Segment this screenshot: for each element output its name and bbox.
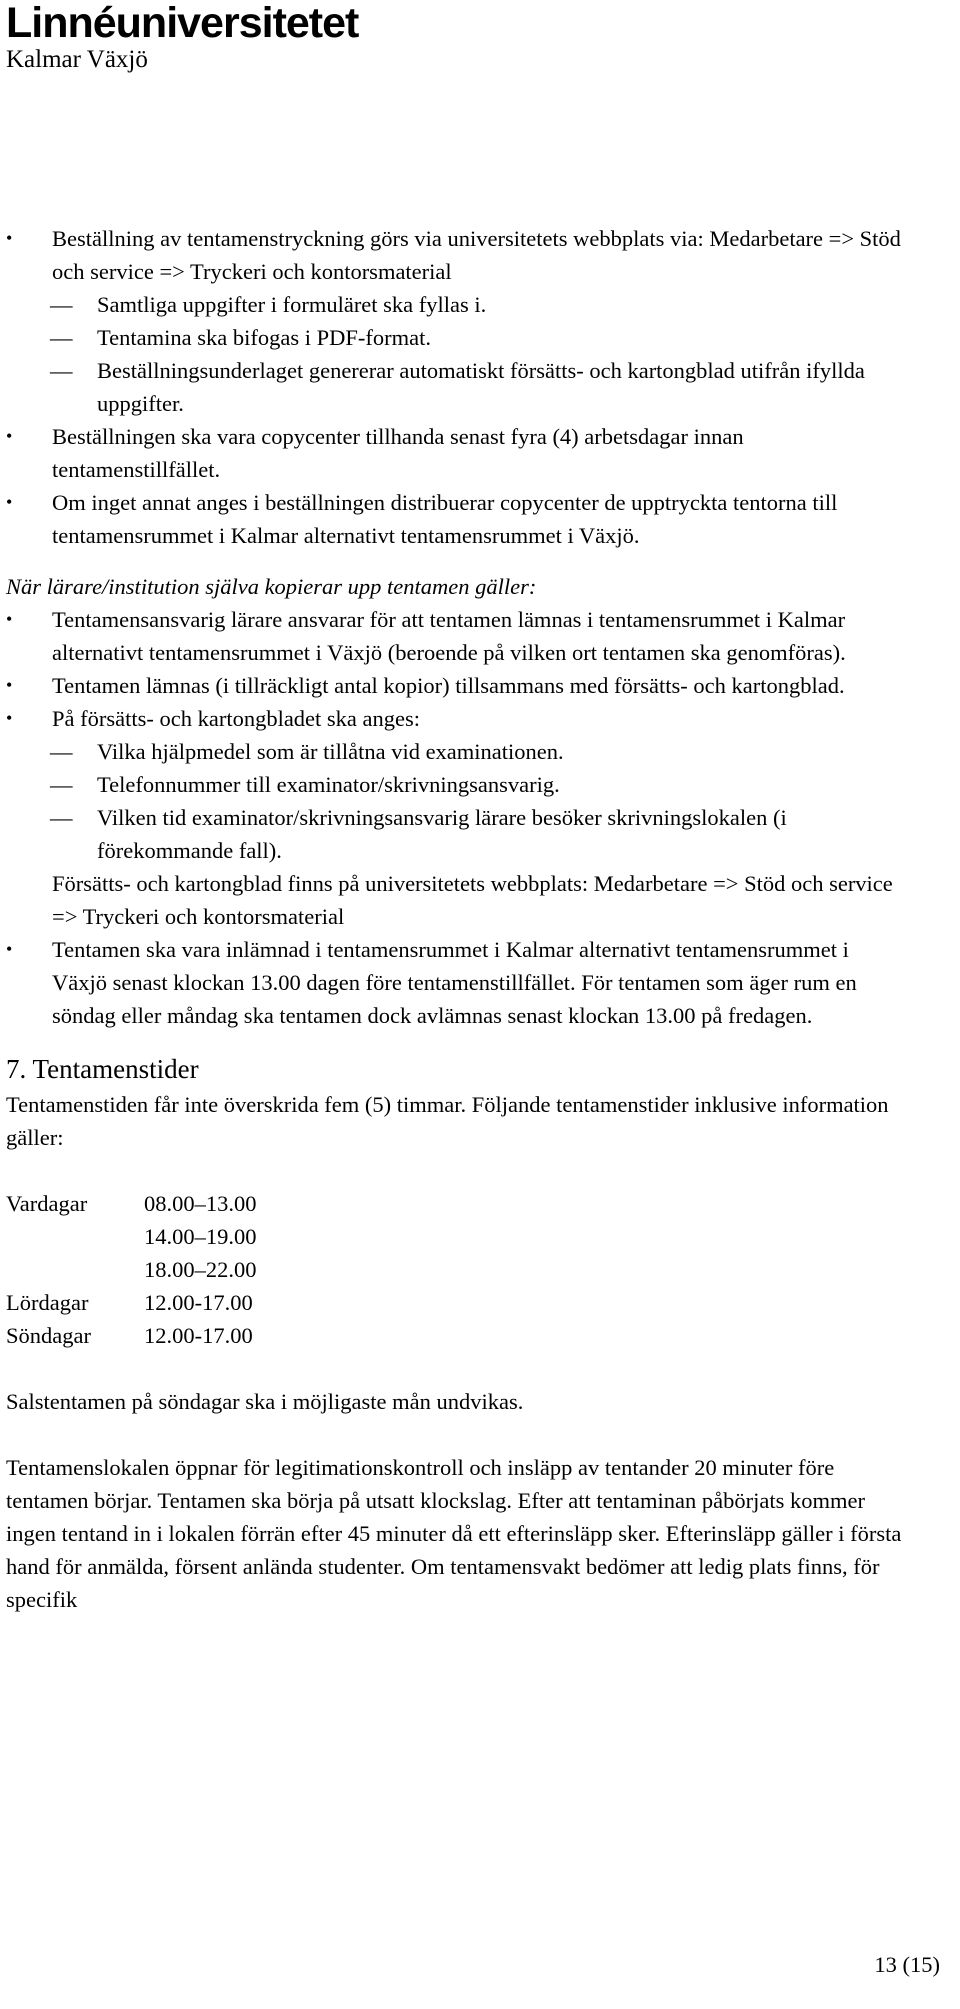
dash-item: [6, 321, 906, 354]
dash-text: Beställningsunderlaget genererar automatiskt försätts- och kartongblad utifrån ifyllda uppgifter.: [97, 358, 865, 416]
dash-item: [6, 288, 906, 321]
time-cell: 14.00–19.00: [144, 1224, 257, 1249]
bullet-text: Beställning av tentamenstryckning görs via universitetets webbplats via: Medarbetare => Stöd och service => Tryckeri och kontorsmaterial: [52, 226, 901, 284]
bullet-icon: •: [6, 939, 13, 959]
dash-item: [6, 354, 906, 420]
bullet-text: Tentamensansvarig lärare ansvarar för att tentamen lämnas i tentamensrummet i Kalmar alternativt tentamensrummet i Växjö (beroende på vilken ort tentamen ska genomföras).: [52, 607, 846, 665]
bullet-text: Om inget annat anges i beställningen distribuerar copycenter de upptryckta tentorna till tentamensrummet i Kalmar alternativt tentamensrummet i Växjö.: [52, 490, 838, 548]
bullet-icon: •: [6, 426, 13, 446]
dash-text: Telefonnummer till examinator/skrivningsansvarig.: [97, 772, 560, 797]
dash-icon: —: [50, 739, 73, 764]
time-cell: 12.00-17.00: [144, 1290, 253, 1315]
bullet-icon: •: [6, 708, 13, 728]
day-cell: Lördagar: [6, 1290, 89, 1315]
bullet-item: [6, 222, 906, 288]
section-paragraph: Salstentamen på söndagar ska i möjligaste mån undvikas.: [6, 1389, 524, 1414]
dash-icon: —: [50, 358, 73, 383]
time-cell: 08.00–13.00: [144, 1191, 257, 1216]
time-cell: 18.00–22.00: [144, 1257, 257, 1282]
section-paragraph: Tentamenstiden får inte överskrida fem (5) timmar. Följande tentamenstider inklusive information gäller:: [6, 1092, 889, 1150]
document-body: [6, 222, 906, 1616]
bullet-icon: •: [6, 609, 13, 629]
section-paragraph: Tentamenslokalen öppnar för legitimationskontroll och insläpp av tentander 20 minuter före tentamen börjar. Tentamen ska börja på utsatt klockslag. Efter att tentaminan påbörjats kommer ingen tentand in i lokalen förrän efter 45 minuter då ett efterinsläpp sker. Efterinsläpp gäller i första hand för anmälda, försent anlända studenter. Om tentamensvakt bedömer att ledig plats finns, för specifik: [6, 1455, 902, 1612]
table-row: [6, 1253, 257, 1286]
dash-text: Samtliga uppgifter i formuläret ska fyllas i.: [97, 292, 487, 317]
bullet-icon: •: [6, 228, 13, 248]
dash-item: [6, 801, 906, 867]
day-cell: Vardagar: [6, 1191, 88, 1216]
logo-subtitle: Kalmar Växjö: [6, 46, 148, 73]
logo-name: Linnéuniversitetet: [6, 0, 359, 47]
time-cell: 12.00-17.00: [144, 1323, 253, 1348]
day-cell: [6, 1220, 144, 1253]
bullet-item: [6, 933, 906, 1032]
university-logo: [6, 0, 358, 74]
dash-text: Tentamina ska bifogas i PDF-format.: [97, 325, 431, 350]
table-row: [6, 1286, 257, 1319]
bullet-item: [6, 702, 906, 735]
bullet-text: Beställningen ska vara copycenter tillhanda senast fyra (4) arbetsdagar innan tentamenstillfället.: [52, 424, 744, 482]
dash-icon: —: [50, 325, 73, 350]
section-intro: När lärare/institution själva kopierar upp tentamen gäller:: [6, 574, 537, 599]
dash-icon: —: [50, 805, 73, 830]
bullet-item: [6, 420, 906, 486]
bullet-item: [6, 669, 906, 702]
table-row: [6, 1319, 257, 1352]
bullet-item: [6, 486, 906, 552]
table-row: [6, 1220, 257, 1253]
continuation-text: Försätts- och kartongblad finns på universitetets webbplats: Medarbetare => Stöd och service => Tryckeri och kontorsmaterial: [52, 871, 893, 929]
bullet-text: Tentamen ska vara inlämnad i tentamensrummet i Kalmar alternativt tentamensrummet i Växjö senast klockan 13.00 dagen före tentamenstillfället. För tentamen som äger rum en söndag eller måndag ska tentamen dock avlämnas senast klockan 13.00 på fredagen.: [52, 937, 857, 1028]
bullet-icon: •: [6, 492, 13, 512]
page-number: 13 (15): [874, 1952, 940, 1977]
bullet-icon: •: [6, 675, 13, 695]
exam-times-table: [6, 1187, 257, 1352]
table-row: [6, 1187, 257, 1220]
dash-item: [6, 735, 906, 768]
dash-text: Vilka hjälpmedel som är tillåtna vid examinationen.: [97, 739, 564, 764]
section-heading: 7. Tentamenstider: [6, 1054, 199, 1084]
dash-item: [6, 768, 906, 801]
day-cell: [6, 1253, 144, 1286]
dash-icon: —: [50, 772, 73, 797]
day-cell: Söndagar: [6, 1323, 91, 1348]
dash-text: Vilken tid examinator/skrivningsansvarig lärare besöker skrivningslokalen (i förekommande fall).: [97, 805, 787, 863]
bullet-text: Tentamen lämnas (i tillräckligt antal kopior) tillsammans med försätts- och kartongblad.: [52, 673, 845, 698]
bullet-item: [6, 603, 906, 669]
dash-icon: —: [50, 292, 73, 317]
bullet-text: På försätts- och kartongbladet ska anges:: [52, 706, 421, 731]
